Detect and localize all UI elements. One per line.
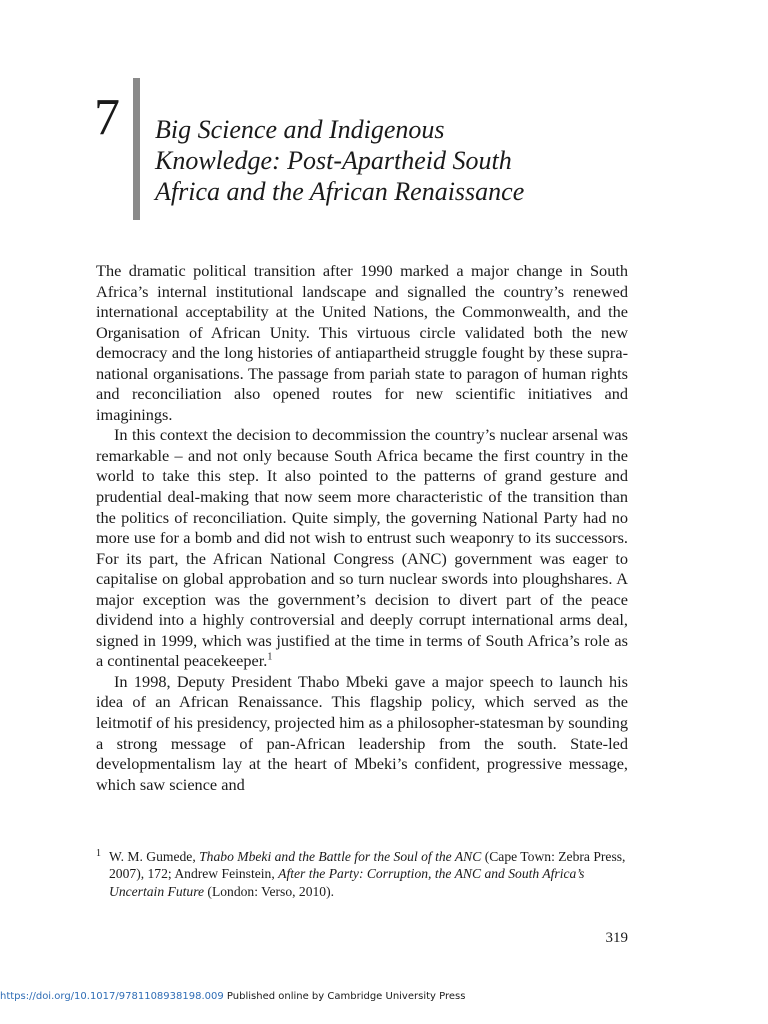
body-text [96, 261, 628, 795]
doi-link[interactable]: https://doi.org/10.1017/9781108938198.009 [0, 991, 224, 1002]
footnote-body [109, 848, 628, 900]
chapter-number: 7 [94, 89, 120, 146]
footnote-title-b: After the Party: Corruption, the ANC and South Africa’s Uncertain Future [109, 866, 585, 899]
chapter-title-line-1: Big Science and Indigenous [155, 115, 445, 144]
paragraph-1: The dramatic political transition after 1990 marked a major change in South Africa’s internal institutional landscape and signalled the country’s renewed international acceptability at the United Nations, the Commonwealth, and the Organisation of African Unity. This virtuous circle validated both the new democracy and the long histories of antiapartheid struggle fought by these supra-national organisations. The passage from pariah state to paragon of human rights and reconciliation also opened routes for new scientific initiatives and imaginings. [96, 261, 628, 424]
page-number: 319 [605, 930, 628, 946]
doi-line [0, 990, 465, 1004]
footnote-text-b: (Cape Town: Zebra Press, 2007), 172; Andrew Feinstein, [109, 849, 626, 882]
footnote-text-c: (London: Verso, 2010). [204, 883, 335, 899]
paragraph-2-text: In this context the decision to decommission the country’s nuclear arsenal was remarkable – and not only because South Africa became the first country in the world to take this step. It also pointed to the patterns of grand gesture and prudential deal-making that now seem more characteristic of the transition than the politics of reconciliation. Quite simply, the governing National Party had no more use for a bomb and did not wish to entrust such weaponry to its successors. For its part, the African National Congress (ANC) government was eager to capitalise on global approbation and so turn nuclear swords into ploughshares. A major exception was the government’s decision to divert part of the peace dividend into a highly controversial and deeply corrupt international arms deal, signed in 1999, which was justified at the time in terms of South Africa’s role as a continental peacekeeper. [96, 425, 628, 671]
publisher-note: Published online by Cambridge University Press [223, 991, 466, 1002]
chapter-title-line-2: Knowledge: Post-Apartheid South [155, 146, 512, 175]
footnote-marker: 1 [96, 848, 101, 859]
paragraph-2 [96, 425, 628, 672]
chapter-title-line-3: Africa and the African Renaissance [155, 177, 525, 206]
chapter-rule [133, 78, 140, 220]
chapter-title [155, 114, 675, 207]
footnote [96, 848, 628, 900]
paragraph-3: In 1998, Deputy President Thabo Mbeki gave a major speech to launch his idea of an African Renaissance. This flagship policy, which served as the leitmotif of his presidency, projected him as a philosopher-statesman by sounding a strong message of pan-African leadership from the south. State-led developmentalism lay at the heart of Mbeki’s confident, progressive message, which saw science and [96, 671, 628, 794]
footnote-text-a: W. M. Gumede, [109, 849, 200, 864]
footnote-reference[interactable]: 1 [267, 651, 273, 663]
footnote-title-a: Thabo Mbeki and the Battle for the Soul of the ANC [199, 849, 482, 864]
